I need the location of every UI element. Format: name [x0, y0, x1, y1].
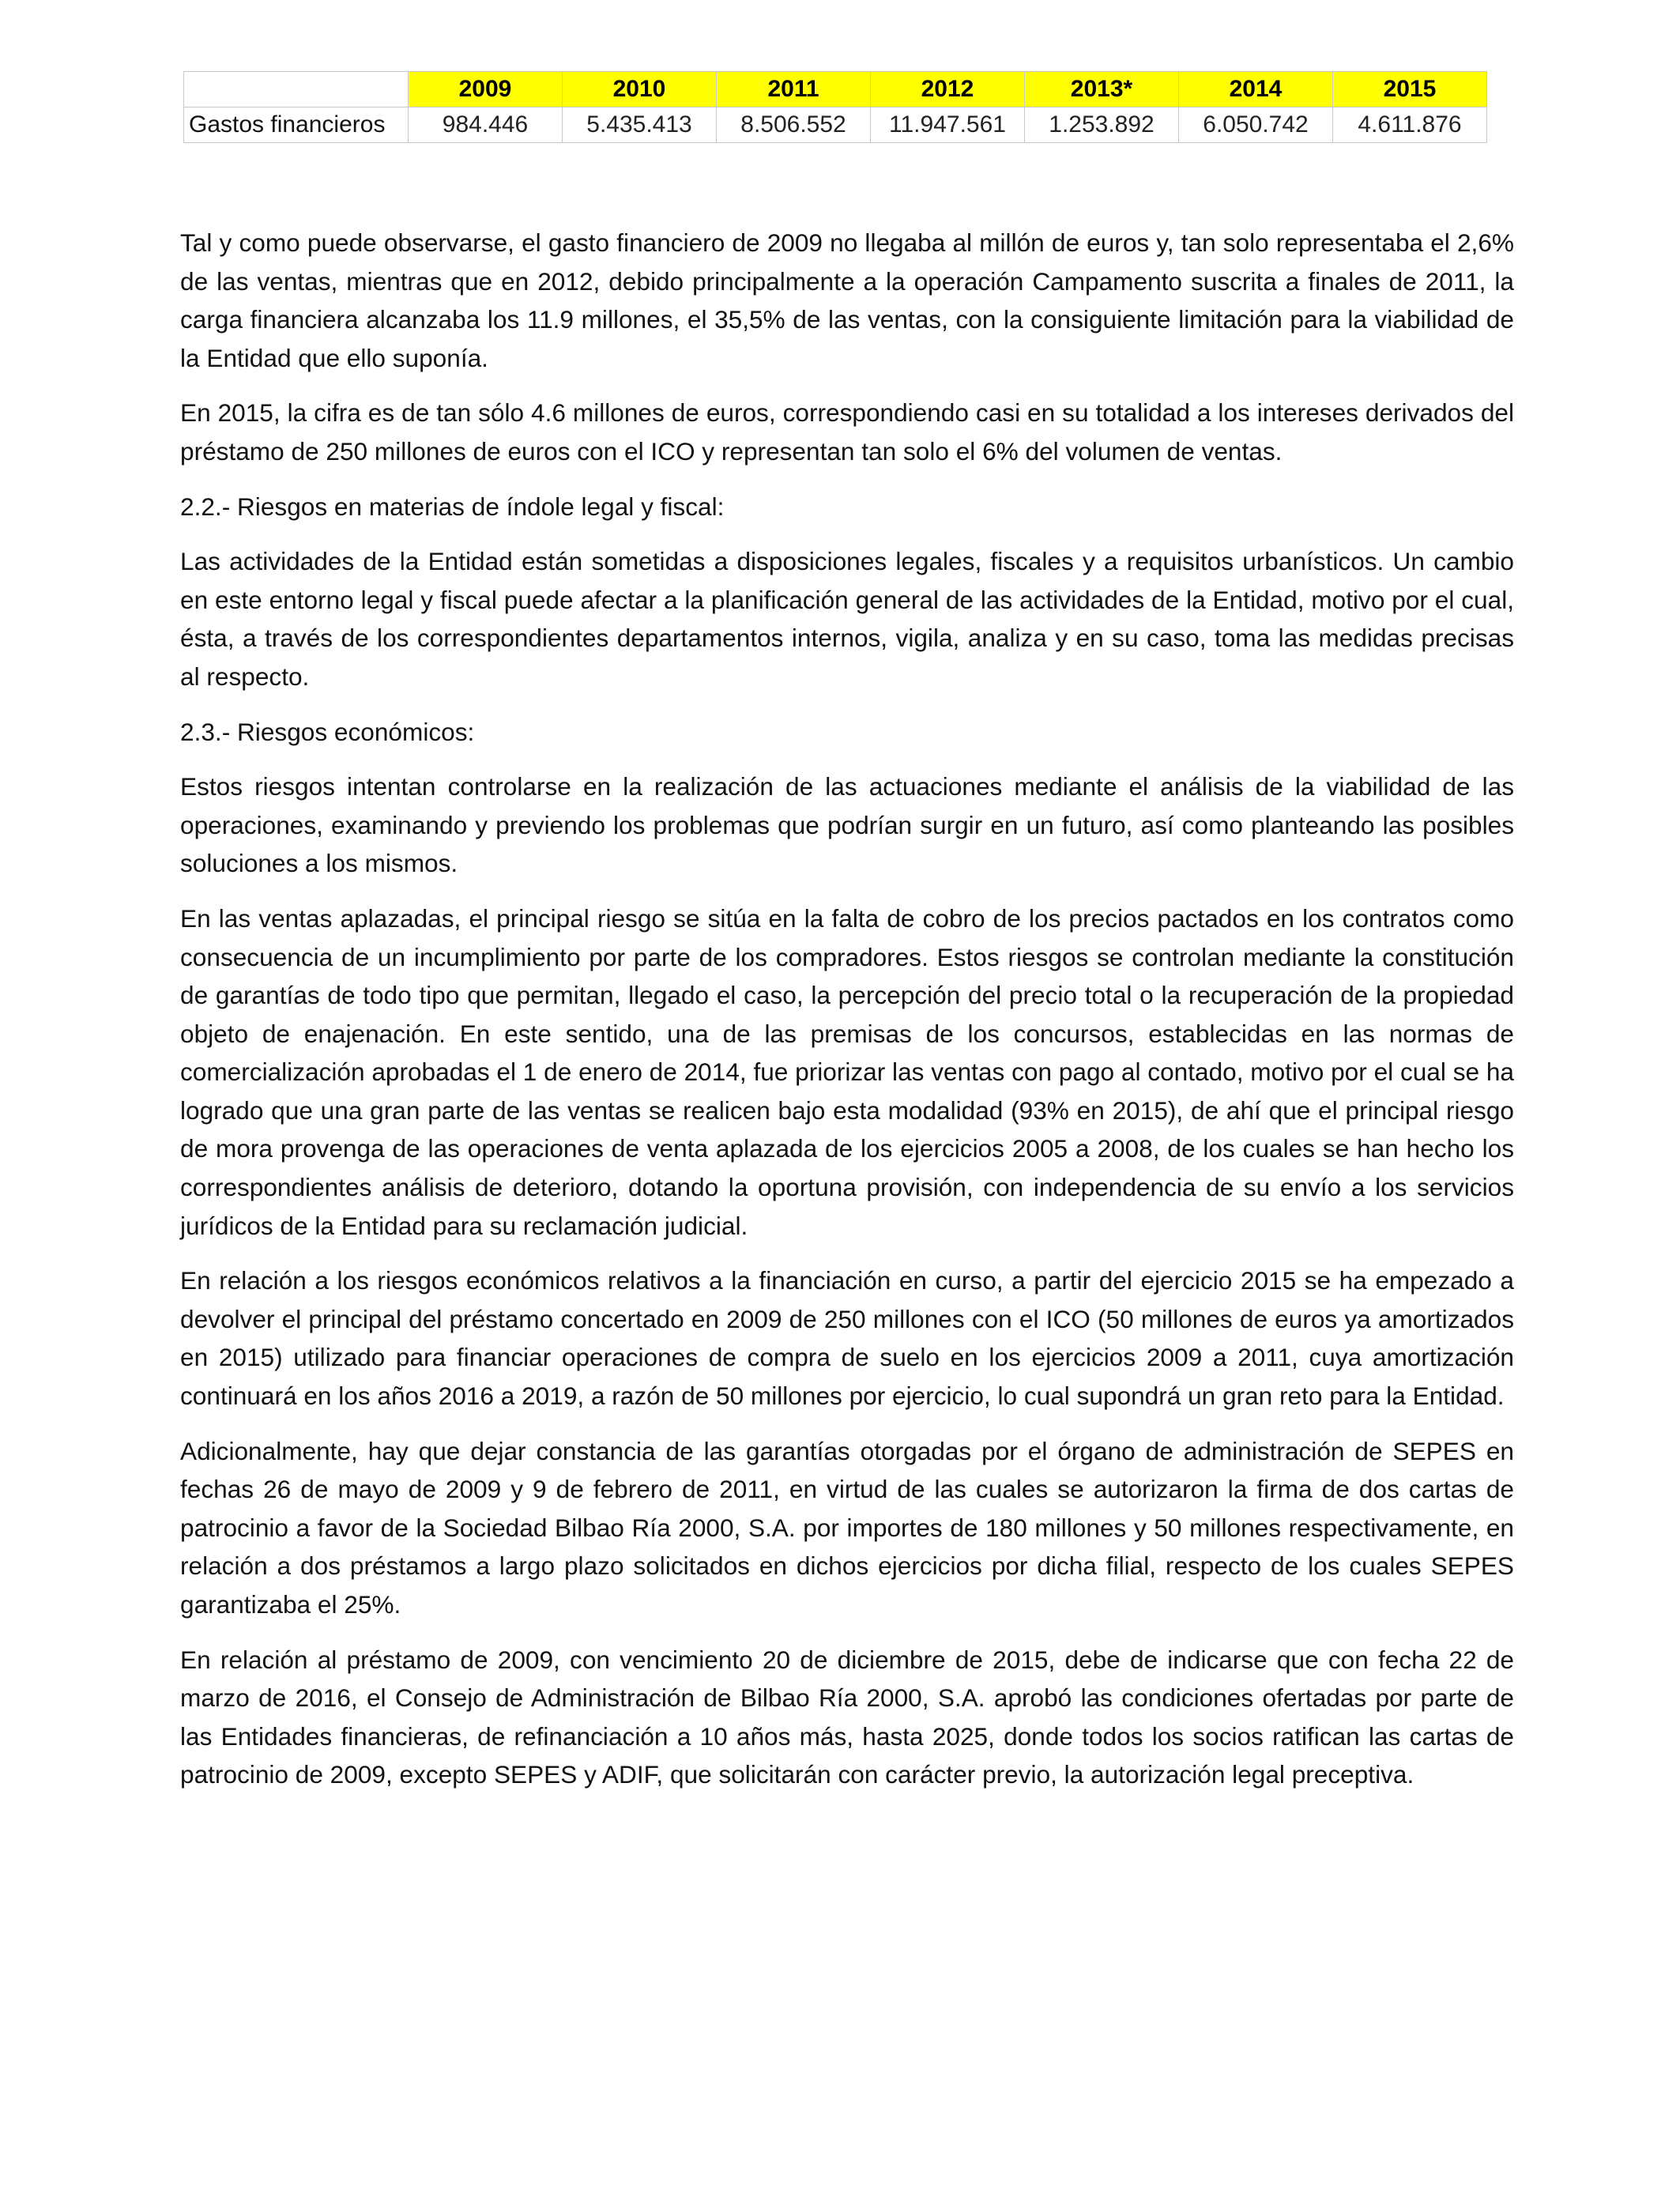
paragraph: En relación a los riesgos económicos relativos a la financiación en curso, a partir del ejercicio 2015 se ha empezado a devolver el principal del préstamo concertado en 2009 de 250 millones con el ICO (50 millones de euros ya amortizados en 2015) utilizado para financiar operaciones de compra de suelo en los ejercicios 2009 a 2011, cuya amortización continuará en los años 2016 a 2019, a razón de 50 millones por ejercicio, lo cual supondrá un gran reto para la Entidad.	[180, 1266, 1514, 1411]
row-label: Gastos financieros	[184, 107, 409, 143]
paragraph: En 2015, la cifra es de tan sólo 4.6 millones de euros, correspondiendo casi en su totalidad a los intereses derivados del préstamo de 250 millones de euros con el ICO y representan tan solo el 6% del volumen de ventas.	[180, 398, 1514, 466]
year-header: 2015	[1333, 72, 1487, 107]
value-cell: 984.446	[409, 107, 563, 143]
paragraph: Adicionalmente, hay que dejar constancia de las garantías otorgadas por el órgano de administración de SEPES en fechas 26 de mayo de 2009 y 9 de febrero de 2011, en virtud de las cuales se autorizaron la firma de dos cartas de patrocinio a favor de la Sociedad Bilbao Ría 2000, S.A. por importes de 180 millones y 50 millones respectivamente, en relación a dos préstamos a largo plazo solicitados en dichos ejercicios por dicha filial, respecto de los cuales SEPES garantizaba el 25%.	[180, 1436, 1514, 1619]
paragraph: Las actividades de la Entidad están sometidas a disposiciones legales, fiscales y a requisitos urbanísticos. Un cambio en este entorno legal y fiscal puede afectar a la planificación general de las actividades de la Entidad, motivo por el cual, ésta, a través de los correspondientes departamentos internos, vigila, analiza y en su caso, toma las medidas precisas al respecto.	[180, 547, 1514, 691]
financial-expenses-table	[183, 71, 1487, 143]
value-cell: 4.611.876	[1333, 107, 1487, 143]
section-heading-legal-fiscal: 2.2.- Riesgos en materias de índole legal y fiscal:	[180, 492, 725, 521]
year-header: 2013*	[1025, 72, 1179, 107]
paragraph: Estos riesgos intentan controlarse en la realización de las actuaciones mediante el análisis de la viabilidad de las operaciones, examinando y previendo los problemas que podrían surgir en un futuro, así como planteando las posibles soluciones a los mismos.	[180, 772, 1514, 878]
paragraph: Tal y como puede observarse, el gasto financiero de 2009 no llegaba al millón de euros y, tan solo representaba el 2,6% de las ventas, mientras que en 2012, debido principalmente a la operación Campamento suscrita a finales de 2011, la carga financiera alcanzaba los 11.9 millones, el 35,5% de las ventas, con la consiguiente limitación para la viabilidad de la Entidad que ello suponía.	[180, 228, 1514, 372]
value-cell: 11.947.561	[871, 107, 1025, 143]
year-header: 2010	[563, 72, 717, 107]
table-corner-cell	[184, 72, 409, 107]
section-heading-economic: 2.3.- Riesgos económicos:	[180, 717, 475, 746]
year-header: 2009	[409, 72, 563, 107]
value-cell: 5.435.413	[563, 107, 717, 143]
body-text	[180, 224, 1514, 1811]
value-cell: 6.050.742	[1179, 107, 1333, 143]
year-header: 2014	[1179, 72, 1333, 107]
table-header-row	[184, 72, 1487, 107]
year-header: 2011	[717, 72, 871, 107]
paragraph: En las ventas aplazadas, el principal riesgo se sitúa en la falta de cobro de los precios pactados en los contratos como consecuencia de un incumplimiento por parte de los compradores. Estos riesgos se controlan mediante la constitución de garantías de todo tipo que permitan, llegado el caso, la percepción del precio total o la recuperación de la propiedad objeto de enajenación. En este sentido, una de las premisas de los concursos, establecidas en las normas de comercialización aprobadas el 1 de enero de 2014, fue priorizar las ventas con pago al contado, motivo por el cual se ha logrado que una gran parte de las ventas se realicen bajo esta modalidad (93% en 2015), de ahí que el principal riesgo de mora provenga de las operaciones de venta aplazada de los ejercicios 2005 a 2008, de los cuales se han hecho los correspondientes análisis de deterioro, dotando la oportuna provisión, con independencia de su envío a los servicios jurídicos de la Entidad para su reclamación judicial.	[180, 903, 1514, 1240]
value-cell: 1.253.892	[1025, 107, 1179, 143]
table-row	[184, 107, 1487, 143]
year-header: 2012	[871, 72, 1025, 107]
value-cell: 8.506.552	[717, 107, 871, 143]
paragraph: En relación al préstamo de 2009, con vencimiento 20 de diciembre de 2015, debe de indicarse que con fecha 22 de marzo de 2016, el Consejo de Administración de Bilbao Ría 2000, S.A. aprobó las condiciones ofertadas por parte de las Entidades financieras, de refinanciación a 10 años más, hasta 2025, donde todos los socios ratifican las cartas de patrocinio de 2009, excepto SEPES y ADIF, que solicitarán con carácter previo, la autorización legal preceptiva.	[180, 1645, 1514, 1789]
